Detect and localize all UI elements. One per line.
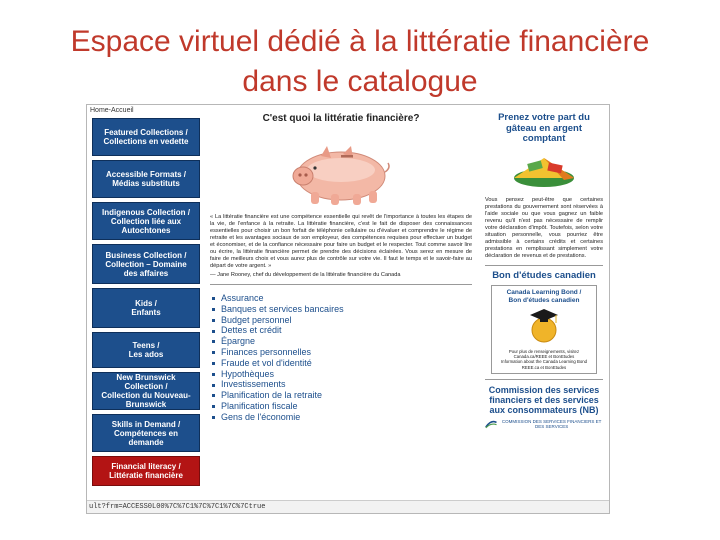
bullet-icon [212, 362, 215, 365]
sidebar-item-accessible[interactable]: Accessible Formats / Médias substituts [92, 160, 200, 198]
topic-link[interactable]: Fraude et vol d'identité [212, 358, 472, 369]
clb-small-text: Pour plus de renseignements, visitez Canada.ca/REEE et BonEtudes Information about the Canada Learning Bond REEE.ca et BonEtudes [500, 349, 587, 370]
fcnb-logo-text: COMMISSION DES SERVICES FINANCIERS ET DES SERVICES [501, 418, 602, 429]
bullet-icon [212, 319, 215, 322]
bullet-icon [212, 373, 215, 376]
divider [485, 265, 603, 266]
sidebar-item-new-brunswick[interactable]: New Brunswick Collection / Collection du Nouveau- Brunswick [92, 372, 200, 410]
topic-list [210, 293, 472, 423]
bullet-icon [212, 297, 215, 300]
right-column [485, 113, 603, 430]
page-title: C'est quoi la littératie financière? [262, 113, 420, 124]
divider [210, 284, 472, 285]
topic-link[interactable]: Planification fiscale [212, 401, 472, 412]
bullet-icon [212, 308, 215, 311]
home-link[interactable]: Home-Accueil [90, 107, 134, 114]
topic-link[interactable]: Dettes et crédit [212, 325, 472, 336]
sidebar-item-teens[interactable]: Teens / Les ados [92, 332, 200, 368]
topic-link[interactable]: Finances personnelles [212, 347, 472, 358]
topic-link[interactable]: Gens de l'économie [212, 412, 472, 423]
bullet-icon [212, 416, 215, 419]
sidebar-item-business[interactable]: Business Collection / Collection – Domaine des affaires [92, 244, 200, 284]
topic-link[interactable]: Banques et services bancaires [212, 304, 472, 315]
topic-link[interactable]: Assurance [212, 293, 472, 304]
slide-title: Espace virtuel dédié à la littératie financière dans le catalogue [70, 25, 650, 98]
sidebar-item-indigenous[interactable]: Indigenous Collection / Collection liée aux Autochtones [92, 202, 200, 240]
topic-link[interactable]: Épargne [212, 336, 472, 347]
cake-image [485, 148, 603, 194]
cash-ad-title[interactable]: Prenez votre part du gâteau en argent comptant [498, 112, 590, 144]
topic-link[interactable]: Planification de la retraite [212, 390, 472, 401]
bond-title[interactable]: Bon d'études canadien [492, 269, 596, 281]
bullet-icon [212, 351, 215, 354]
sidebar-item-featured[interactable]: Featured Collections / Collections en vedette [92, 118, 200, 156]
clb-banner[interactable] [491, 285, 597, 374]
topic-link[interactable]: Budget personnel [212, 315, 472, 326]
commission-title[interactable]: Commission des services financiers et des services aux consommateurs (NB) [488, 384, 600, 415]
catalogue-screenshot [86, 104, 610, 514]
graduation-coin-icon [495, 305, 593, 349]
status-url: ult?frm=ACCESS0L00%7C%7C1%7C%7C1%7C%7Ctrue [87, 500, 610, 513]
bullet-icon [212, 340, 215, 343]
sidebar [92, 118, 202, 490]
quote-text: « La littératie financière est une compétence essentielle qui revêt de l'importance à toutes les étapes de la vie, de l'enfance à la retraite. La littératie financière, c'est le fait de disposer des connaissances essentielles pour choisir un bon forfait de téléphonie cellulaire ou d'évaluer et comprendre le régime de retraite et les avantages sociaux de son employeur, des compétences requises pour effectuer un budget et économiser, et de la confiance nécessaire pour faire un budget et le respecter. Tout comme savoir lire ou écrire, la littératie financière permet de prendre des décisions éclairées. Vous serez en mesure de faire de meilleurs choix et vous aurez plus de contrôle sur votre vie. Il faut le temps et le savoir-faire au départ de votre argent. » [210, 214, 472, 269]
main-content [210, 113, 472, 423]
cash-ad-text: Vous pensez peut-être que certaines prestations du gouvernement sont réservées à l'aide sociale ou que vous gagnez un faible revenu qu'il n'est pas nécessaire de remplir votre déclaration d'impôt. Toutefois, selon votre situation personnelle, vous pourriez être admissible à certains crédits et certaines prestations en remplissant simplement votre déclaration de revenus et de prestations. [485, 196, 603, 259]
fcnb-logo [485, 418, 603, 430]
sidebar-item-kids[interactable]: Kids / Enfants [92, 288, 200, 328]
piggy-bank-image [281, 128, 401, 208]
bullet-icon [212, 405, 215, 408]
quote-author: — Jane Rooney, chef du développement de la littératie financière du Canada [210, 272, 401, 278]
sidebar-item-skills[interactable]: Skills in Demand / Compétences en demande [92, 414, 200, 452]
sidebar-item-financial-literacy[interactable]: Financial literacy / Littératie financière [92, 456, 200, 486]
clb-heading: Canada Learning Bond / Bon d'études canadien [506, 289, 582, 304]
topic-link[interactable]: Investissements [212, 379, 472, 390]
bullet-icon [212, 384, 215, 387]
topic-link[interactable]: Hypothèques [212, 369, 472, 380]
bullet-icon [212, 394, 215, 397]
divider [485, 379, 603, 380]
bullet-icon [212, 330, 215, 333]
fcnb-swoosh-icon [485, 418, 497, 430]
